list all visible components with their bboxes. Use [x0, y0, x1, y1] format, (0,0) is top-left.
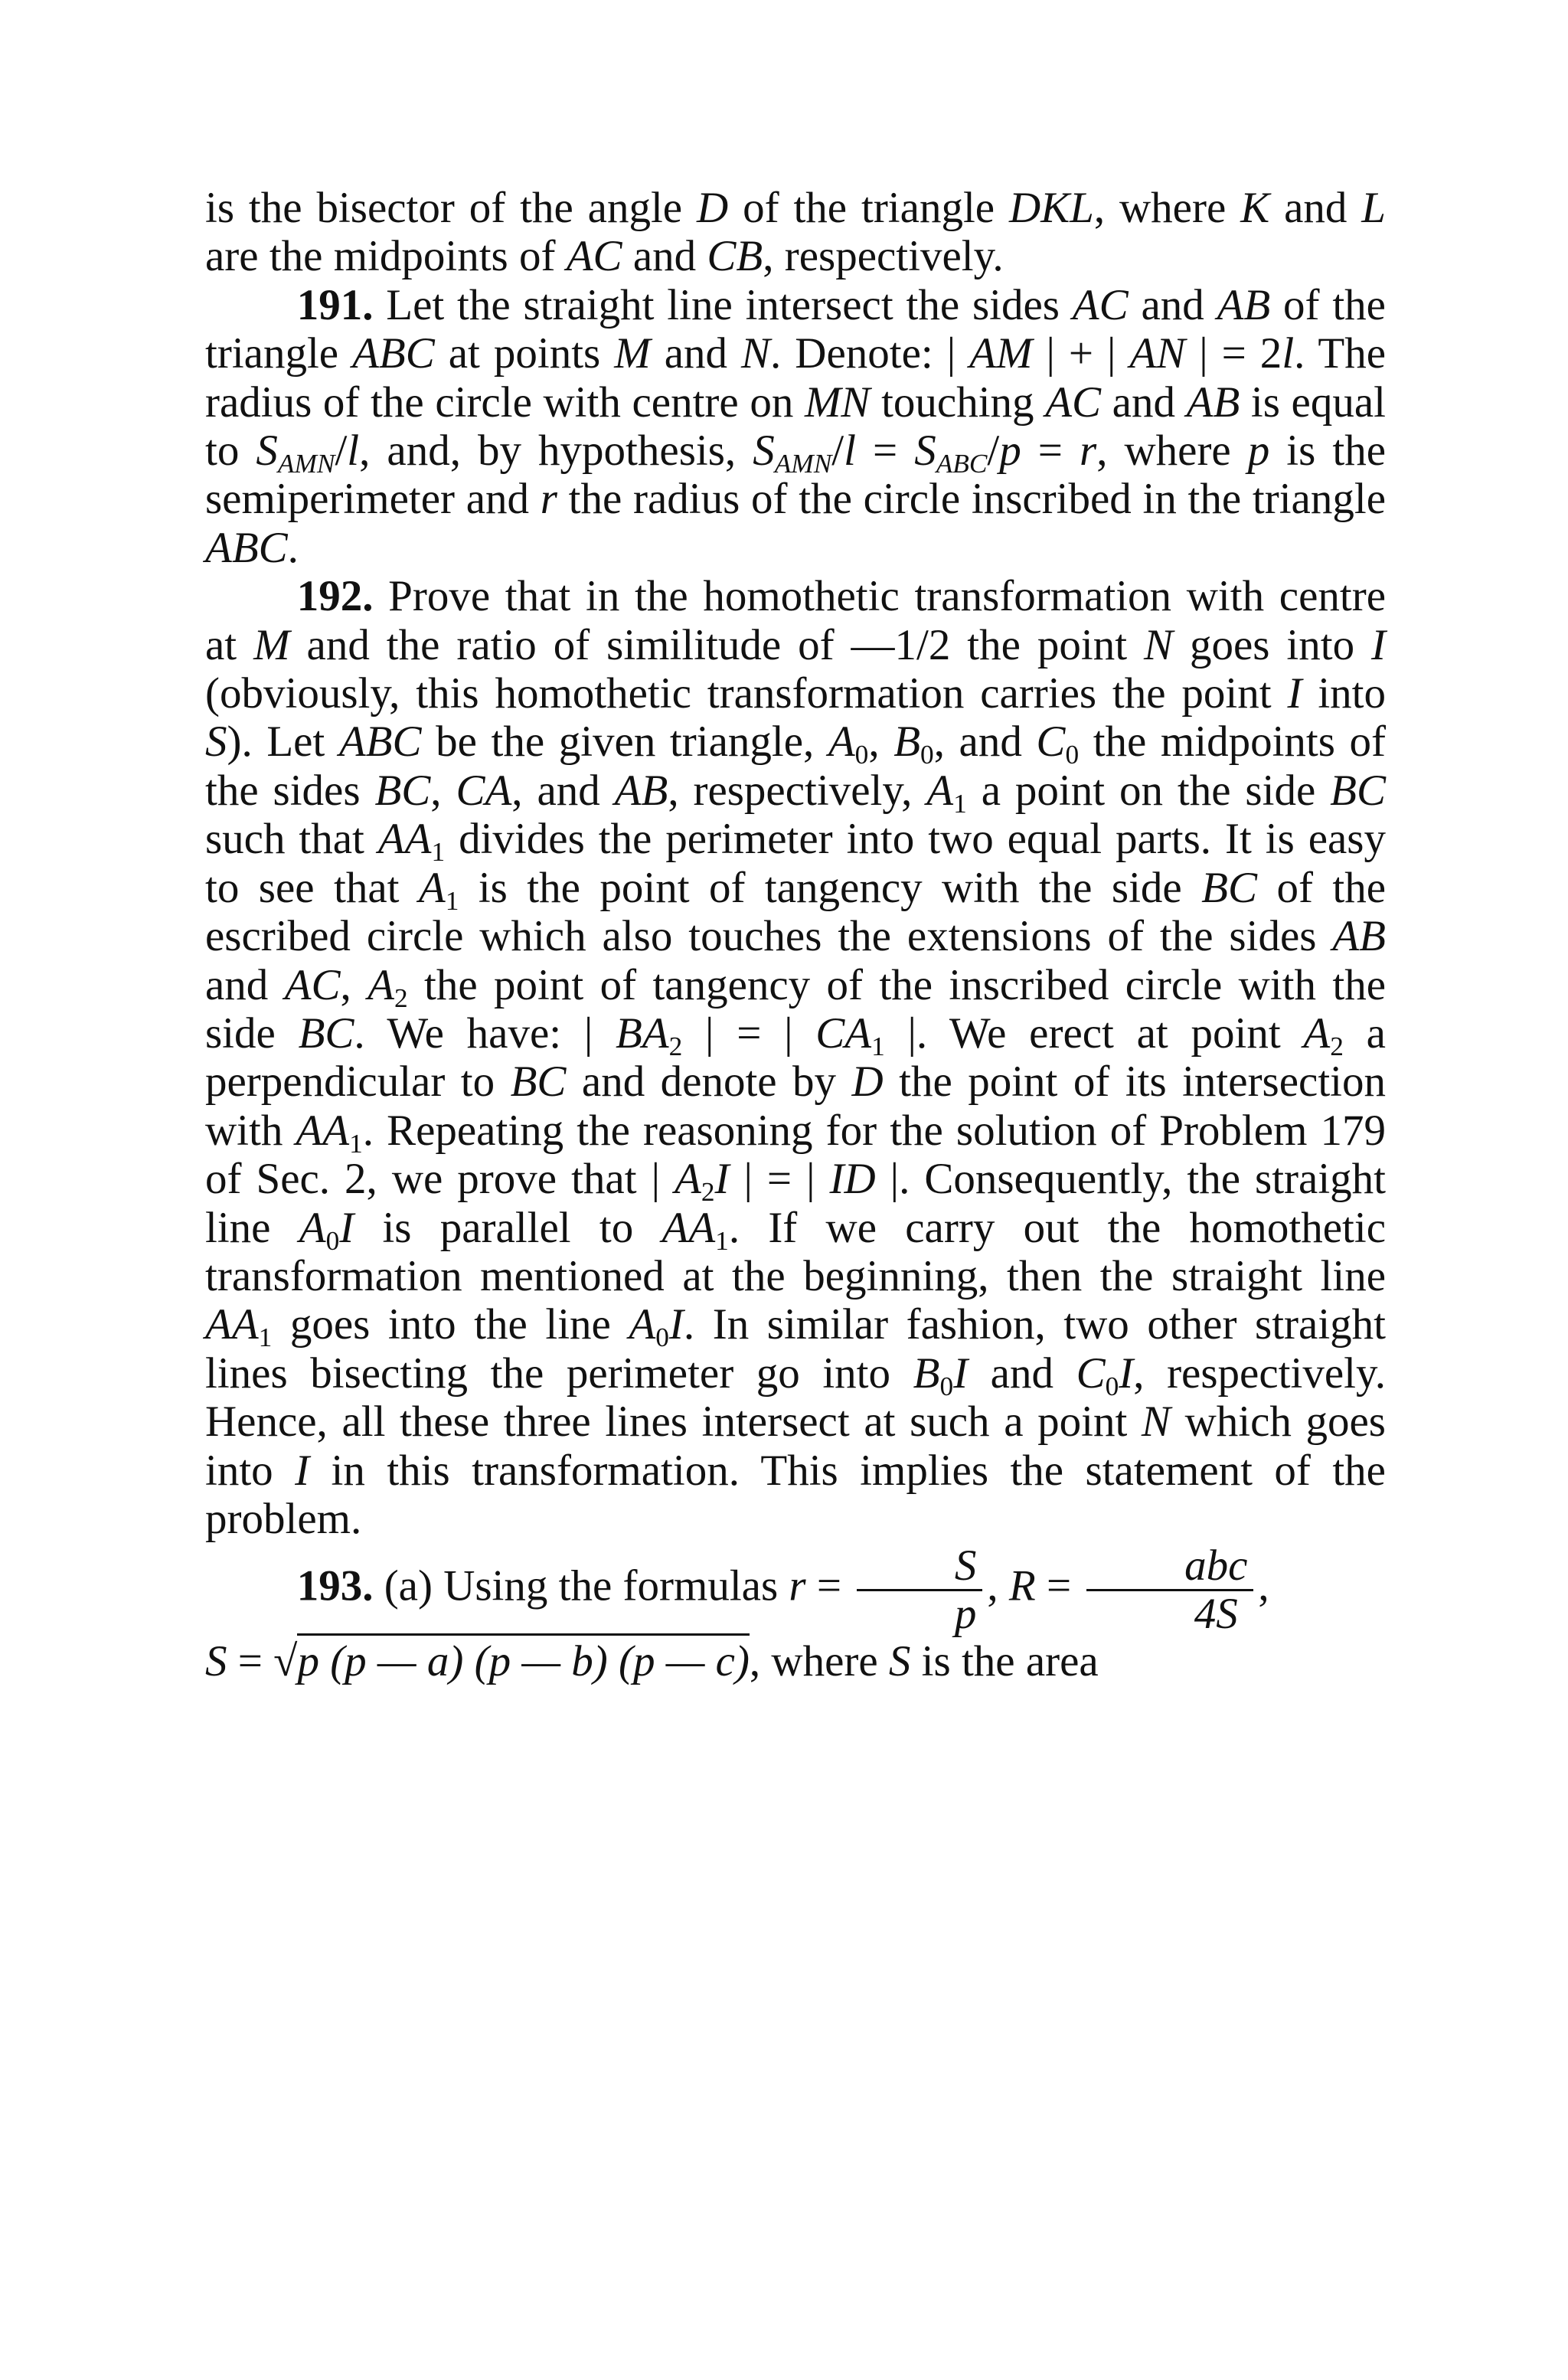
fraction-s-over-p: $\frac{S}{p}$ — [857, 1543, 982, 1637]
page-body — [205, 184, 1386, 1685]
running-header — [205, 77, 1386, 130]
paragraph-192: 192. Prove that in the homothetic transformation with centre at M and the ratio of similitude of —1/2 the point N goes into I (obviously, this homothetic transformation carries the point I into S). Let ABC be the given triangle, $A_0$, $B_0$, and $C_0$ the midpoints of the sides BC, CA, and AB, respectively, $A_1$ a point on the side BC such that $AA_1$ divides the perimeter into two equal parts. It is easy to see that $A_1$ is the point of tangency with the side BC of the escribed circle which also touches the extensions of the sides AB and AC, $A_2$ the point of tangency of the inscribed circle with the side BC. We have: | $BA_2$ | = | $CA_1$ |. We erect at point $A_2$ a perpendicular to BC and denote by D the point of its intersection with $AA_1$. Repeating the reasoning for the solution of Problem 179 of Sec. 2, we prove that | $A_2I$ | = | ID |. Consequently, the straight line $A_0I$ is parallel to $AA_1$. If we carry out the homothetic transformation mentioned at the beginning, then the straight line $AA_1$ goes into the line $A_0I$. In similar fashion, two other straight lines bisecting the perimeter go into $B_0I$ and $C_0I$, respectively. Hence, all these three lines intersect at such a point N which goes into I in this transformation. This implies the statement of the problem. — [205, 572, 1387, 1543]
heron-radicand: p (p — a) (p — b) (p — c) — [297, 1633, 749, 1685]
paragraph-190-continuation: is the bisector of the angle D of the triangle DKL, where K and L are the midpoints of AC and CB, respectively. — [205, 184, 1386, 281]
paragraph-191: 191. Let the straight line intersect the sides AC and AB of the triangle ABC at points M and N. Denote: | AM | + | AN | = 2l. The radius of the circle with centre on MN touching AC and AB is equal to $S_{AMN}/l$, and, by hypothesis, $S_{AMN}/l = S_{ABC}/p = r$, where p is the semiperimeter and r the radius of the circle inscribed in the triangle ABC. — [205, 280, 1386, 572]
paragraph-193: 193. (a) Using the formulas r = $\frac{S}{p}$ , R = $\frac{\text{abc}}{4S}$ , S = √p (p — a) (p — b) (p — c), where S is the area — [205, 1541, 1269, 1686]
fraction-abc-over-4s: $\frac{\text{abc}}{4S}$ — [1086, 1543, 1253, 1637]
